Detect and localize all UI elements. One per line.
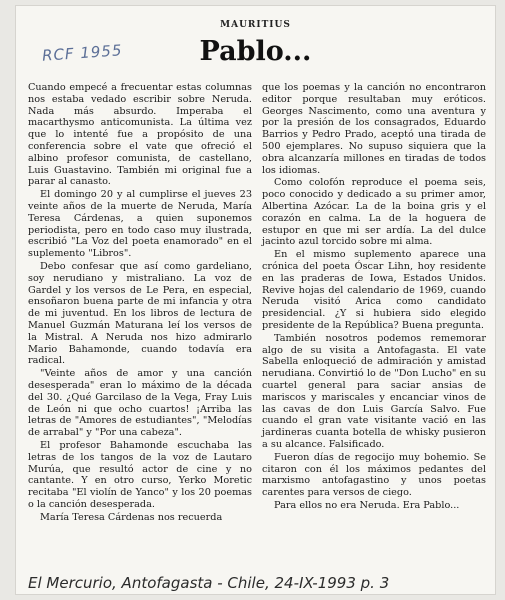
archive-stamp: RCF 1955 <box>41 41 123 65</box>
paragraph: El profesor Bahamonde escuchaba las letras de los tangos de la voz de Lautaro Murúa, que resultó actor de cine y no cantante. Y en otro curso, Yerko Moretic recitaba "El violín de Yanco" y los 20 poemas o la canción desesperada. <box>28 439 252 510</box>
left-column <box>28 82 252 524</box>
paragraph: También nosotros podemos rememorar algo de su visita a Antofagasta. El vate Sabella enloqueció de admiración y amistad nerudiana. Convirtió lo de "Don Lucho" en su cuartel general para saciar ansias de mariscos y mariscales y encanciar vinos de las cavas de don Luis García Salvo. Fue cuando el gran vate visitante vació en las jardineras cuanta botella de whisky pusieron a su alcance. Falsificado. <box>262 332 486 450</box>
paragraph: María Teresa Cárdenas nos recuerda <box>40 511 223 523</box>
paragraph: "Veinte años de amor y una canción desesperada" eran lo máximo de la década del 30. ¿Qué Garcilaso de la Vega, Fray Luis de León ni que ocho cuartos! ¡Arriba las letras de "Amores de estudiantes", "Melodías de arrabal" y "Por una cabeza". <box>28 368 252 439</box>
paragraph: En el mismo suplemento aparece una crónica del poeta Óscar Lihn, hoy residente en las praderas de Iowa, Estados Unidos. Revive hojas del calendario de 1969, cuando Neruda visitó Arica como candidato presidencial. ¿Y si hubiera sido elegido presidente de la República? Buena pregunta. <box>262 249 486 331</box>
paragraph: Como colofón reproduce el poema seis, poco conocido y dedicado a su primer amor, Albertina Azócar. La de la boina gris y el corazón en calma. La de la hoguera de estupor en que mi ser ardía. La del dulce jacinto azul torcido sobre mi alma. <box>262 177 486 248</box>
right-column <box>262 82 486 513</box>
newspaper-clipping <box>16 6 495 594</box>
paragraph: Para ellos no era Neruda. Era Pablo... <box>274 499 460 511</box>
paragraph: Fueron días de regocijo muy bohemio. Se citaron con él los máximos pedantes del marxismo antofagastino y unos poetas carentes para versos de ciego. <box>262 451 486 499</box>
paragraph: El domingo 20 y al cumplirse el jueves 23 veinte años de la muerte de Neruda, María Teresa Cárdenas, a quien suponemos periodista, pero en todo caso muy ilustrada, escribió "La Voz del poeta enamorado" en el suplemento "Libros". <box>28 189 252 260</box>
paragraph: Debo confesar que así como gardeliano, soy nerudiano y mistraliano. La voz de Gardel y los versos de Le Pera, en especial, ensoñaron buena parte de mi infancia y otra de mi juventud. En los libros de lectura de Manuel Guzmán Maturana leí los versos de la Mistral. A Neruda nos hizo admirarlo Mario Bahamonde, cuando todavía era radical. <box>28 260 252 367</box>
paragraph: que los poemas y la canción no encontraron editor porque resultaban muy eróticos. Georges Nascimento, como una aventura y por la presión de los consagrados, Eduardo Barrios y Pedro Prado, aceptó una tirada de 500 ejemplares. No supuso siquiera que la obra alcanzaría millones en tiradas de todos los idiomas. <box>262 82 486 176</box>
section-heading: MAURITIUS <box>220 20 291 30</box>
article-title: Pablo... <box>199 36 312 67</box>
handwritten-source-note: El Mercurio, Antofagasta - Chile, 24-IX-1993 p. 3 <box>28 574 390 592</box>
paragraph: Cuando empecé a frecuentar estas columnas nos estaba vedado escribir sobre Neruda. Nada más absurdo. Imperaba el macarthysmo anticomunista. La última vez que lo intenté fue a propósito de una conferencia sobre el vate que ofreció el albino profesor comunista, de castellano, Luis Guastavino. También mi original fue a parar al canasto. <box>28 82 252 188</box>
